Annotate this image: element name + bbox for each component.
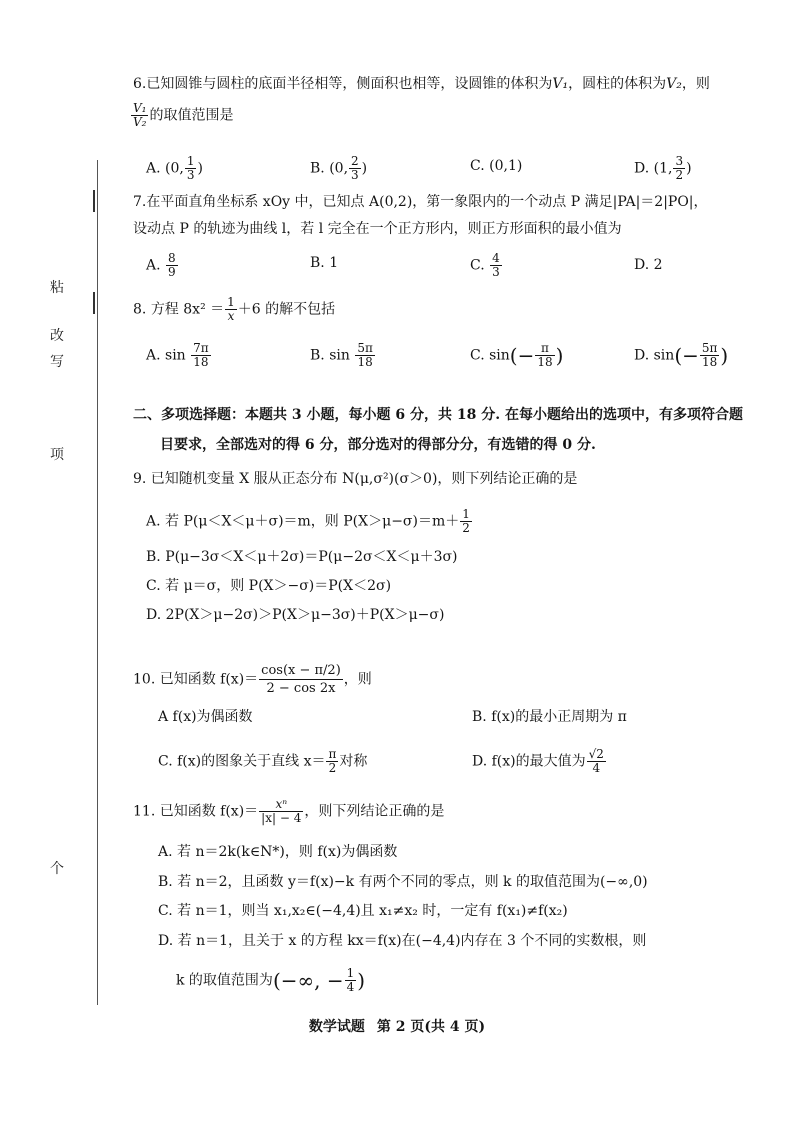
q8-option-b: B. sin $\frac{5\pi}{18}$ (310, 341, 373, 369)
q7-option-a: A. $\frac{8}{9}$ (146, 251, 176, 279)
q11-option-d-line2: k 的取值范围为(−∞, − $\frac{1}{4}$ ) (176, 966, 366, 994)
q11-option-b: B. 若 n＝2，且函数 y＝f(x)−k 有两个不同的零点，则 k 的取值范围为(−∞,0) (158, 874, 648, 890)
margin-char: 写 (50, 354, 64, 370)
q11-stem: 11. 已知函数 f(x)＝ $\frac{\text{xⁿ}}{|x| - 4}$ ，则下列结论正确的是 (133, 797, 445, 825)
q6-fraction: $\frac{\text{V₁}}{\text{V₂}}$ (133, 101, 147, 129)
margin-char: 改 (50, 328, 64, 344)
q8-option-a: A. sin $\frac{7\pi}{18}$ (146, 341, 209, 369)
q10-option-a: A f(x)为偶函数 (158, 709, 253, 725)
q6-stem-line1: 6.已知圆锥与圆柱的底面半径相等，侧面积也相等，设圆锥的体积为V₁，圆柱的体积为V₂，则 (133, 76, 710, 92)
q6-option-c: C. (0,1) (470, 158, 523, 174)
binding-tick (93, 190, 95, 212)
q7-option-b: B. 1 (310, 255, 339, 271)
q9-option-c: C. 若 μ＝σ，则 P(X＞−σ)＝P(X＜2σ) (146, 578, 392, 594)
footer-subject: 数学试题 (308, 1019, 365, 1035)
q11-option-a: A. 若 n＝2k(k∈N*)，则 f(x)为偶函数 (158, 844, 398, 860)
section2-title-line2: 目要求，全部选对的得 6 分，部分选对的得部分分，有选错的得 0 分. (160, 437, 596, 453)
margin-char: 项 (50, 447, 64, 463)
q6-option-d: D. (1, $\frac{3}{2}$ ) (634, 154, 692, 182)
q11-option-c: C. 若 n＝1，则当 x₁,x₂∈(−4,4)且 x₁≠x₂ 时，一定有 f(x₁)≠f(x₂) (158, 903, 568, 919)
q9-stem: 9. 已知随机变量 X 服从正态分布 N(μ,σ²)(σ＞0)，则下列结论正确的是 (133, 471, 578, 487)
q10-option-c: C. f(x)的图象关于直线 x＝ $\frac{\pi}{2}$ 对称 (158, 747, 368, 775)
margin-char: 粘 (50, 280, 64, 296)
q8-option-d: D. sin(− $\frac{5\pi}{18}$ ) (634, 341, 729, 369)
q6-stem-line2: $\frac{\text{V₁}}{\text{V₂}}$ 的取值范围是 (133, 101, 234, 129)
binding-tick (93, 292, 95, 314)
q7-stem-line1: 7.在平面直角坐标系 xOy 中，已知点 A(0,2)，第一象限内的一个动点 P 满足|PA|＝2|PO|， (133, 194, 708, 210)
q9-option-b: B. P(μ−3σ＜X＜μ＋2σ)＝P(μ−2σ＜X＜μ＋3σ) (146, 549, 458, 565)
q11-option-d-line1: D. 若 n＝1，且关于 x 的方程 kx＝f(x)在(−4,4)内存在 3 个不同的实数根，则 (158, 933, 647, 949)
margin-char: 个 (50, 861, 64, 877)
footer-page-number: 第 2 页(共 4 页) (376, 1019, 486, 1035)
q6-option-a: A. (0, $\frac{1}{3}$ ) (146, 154, 203, 182)
q9-option-d: D. 2P(X＞μ−2σ)＞P(X＞μ−3σ)＋P(X＞μ−σ) (146, 607, 445, 623)
q7-option-c: C. $\frac{4}{3}$ (470, 251, 500, 279)
q7-stem-line2: 设动点 P 的轨迹为曲线 l，若 l 完全在一个正方形内，则正方形面积的最小值为 (133, 221, 622, 237)
q10-stem: 10. 已知函数 f(x)＝ $\frac{\cos(x - \pi/2)}{2 - \cos 2x}$ ，则 (133, 663, 372, 696)
section2-title-line1: 二、多项选择题：本题共 3 小题，每小题 6 分，共 18 分. 在每小题给出的选项中，有多项符合题 (133, 407, 743, 423)
q7-option-d: D. 2 (634, 257, 663, 273)
page-footer (0, 1016, 794, 1036)
q10-option-b: B. f(x)的最小正周期为 π (472, 709, 627, 725)
q6-option-b: B. (0, $\frac{2}{3}$ ) (310, 154, 368, 182)
q8-stem: 8. 方程 8x² ＝ $\frac{1}{x}$ ＋6 的解不包括 (133, 295, 336, 323)
binding-line (97, 160, 98, 1005)
q8-option-c: C. sin(− $\frac{\pi}{18}$ ) (470, 341, 564, 369)
q9-option-a: A. 若 P(μ＜X＜μ＋σ)＝m，则 P(X＞μ−σ)＝m＋ $\frac{1}{2}$ (146, 507, 470, 535)
q10-option-d: D. f(x)的最大值为 $\frac{√2}{4}$ (472, 747, 604, 775)
